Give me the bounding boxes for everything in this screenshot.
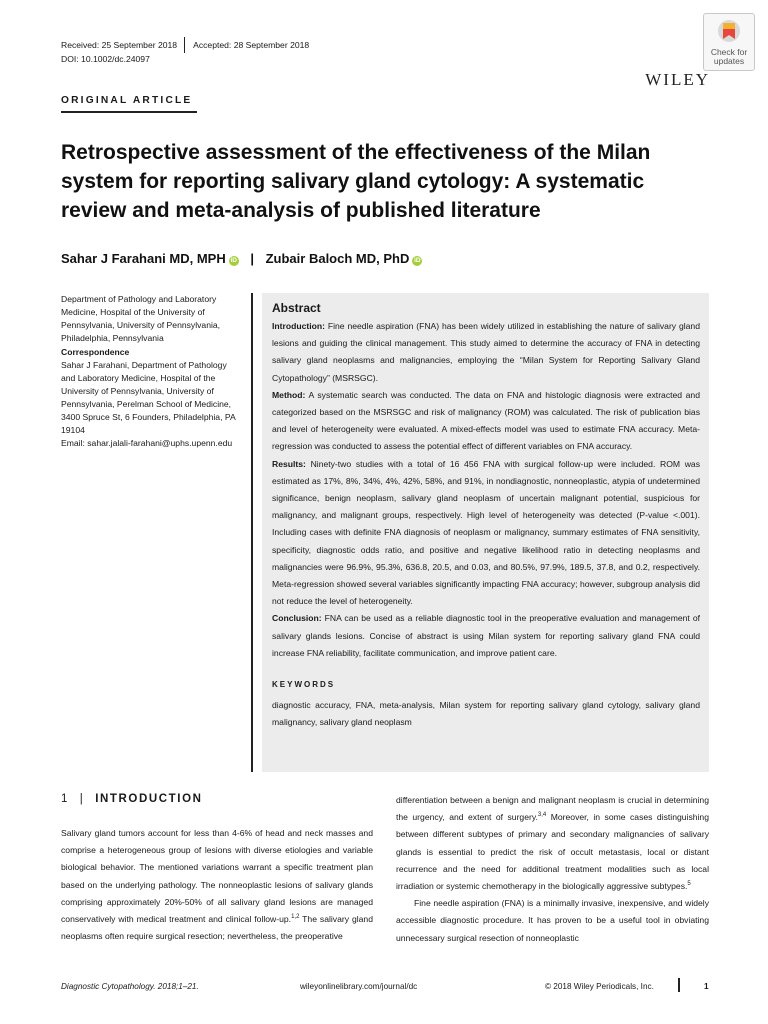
abstract-results-label: Results: bbox=[272, 458, 306, 469]
keywords-list: diagnostic accuracy, FNA, meta-analysis, Milan system for reporting salivary gland cytology, salivary gland malignancy, salivary gland neoplasm bbox=[272, 700, 700, 728]
citation[interactable]: 3,4 bbox=[537, 812, 547, 819]
section-number: 1 bbox=[61, 793, 69, 805]
correspondence-address: Sahar J Farahani, Department of Pathology and Laboratory Medicine, Hospital of the University of Pennsylvania, University of Pennsylvania, Perelman School of Medicine, 3400 Spruce St, 6 Founders, Philadelphia, PA 19104 bbox=[61, 360, 236, 435]
abstract-divider bbox=[251, 293, 253, 772]
doi[interactable]: DOI: 10.1002/dc.24097 bbox=[61, 54, 150, 64]
check-updates-label-2: updates bbox=[713, 56, 745, 66]
abstract-box bbox=[262, 293, 709, 772]
abstract-results-text: Ninety-two studies with a total of 16 456 FNA with surgical follow-up were included. ROM was estimated as 17%, 8%, 34%, 4%, 42%, 58%, and 91%, in nondiagnostic, nonneoplastic, atypia of undetermined significance, benign neoplasm, salivary gland neoplasm of uncertain malignant potential, suspicious for malignancy, and malignant groups, respectively. High level of heterogeneity was detected (P-value <.001). Including cases with definite FNA diagnosis of neoplasm or malignancy, summary estimates of FNA sensitivity, specificity, diagnostic odds ratio, and positive and negative likelihood ratio in detecting neoplasms and malignancies were 96.9%, 95.3%, 636.8, 20.5, and 0.03, and 80.5%, 97.9%, 189.5, 37.8, and 0.2, respectively. Meta-regression showed several variables significantly impacting FNA accuracy; however, subgroup analysis did not reduce the level of heterogeneity. bbox=[272, 458, 701, 607]
abstract-results bbox=[272, 456, 700, 611]
abstract-conclusion-text: FNA can be used as a reliable diagnostic tool in the preoperative evaluation and management of salivary glands lesions. Concise of abstract is using Milan system for reporting salivary gland FNA could increase FNA reliability, facilitate communication, and improve patient care. bbox=[272, 613, 700, 658]
paragraph: Fine needle aspiration (FNA) is a minimally invasive, inexpensive, and widely accessible diagnostic procedure. It has proven to be a useful tool in obviating unnecessary surgical resection of nonneoplastic bbox=[396, 898, 709, 943]
keywords-heading: KEYWORDS bbox=[272, 680, 336, 690]
abstract-introduction bbox=[272, 318, 700, 387]
received-date: Received: 25 September 2018 bbox=[61, 40, 178, 50]
accepted-date: Accepted: 28 September 2018 bbox=[193, 40, 310, 50]
body-column-left bbox=[61, 825, 373, 945]
orcid-icon[interactable]: iD bbox=[414, 257, 421, 264]
correspondence-label: Correspondence bbox=[61, 347, 130, 357]
footer-divider bbox=[678, 978, 680, 992]
page-number: 1 bbox=[704, 982, 709, 991]
author-separator: | bbox=[250, 251, 254, 266]
paragraph-text: The salivary gland neoplasms often require surgical resection; nevertheless, the preoperative bbox=[61, 914, 373, 942]
date-divider bbox=[184, 37, 185, 53]
abstract-conclusion bbox=[272, 610, 700, 662]
paragraph bbox=[396, 792, 709, 895]
citation[interactable]: 1,2 bbox=[291, 914, 300, 921]
abstract-conclusion-label: Conclusion: bbox=[272, 613, 322, 624]
correspondence-email[interactable]: Email: sahar.jalali-farahani@uphs.upenn.edu bbox=[61, 438, 233, 448]
abstract-method bbox=[272, 387, 700, 456]
check-updates-label-1: Check for bbox=[710, 47, 748, 57]
abstract-method-text: A systematic search was conducted. The data on FNA and histologic diagnosis were extracted and categorized based on the MSRSGC and risk of malignancy (ROM) was calculated. The risk of publication bias and level of heterogeneity were evaluated. A mixed-effects model was used to estimate FNA accuracy. Meta-regression was conducted to assess the potential effect of different variables on FNA accuracy. bbox=[272, 389, 700, 452]
abstract-intro-text: Fine needle aspiration (FNA) has been widely utilized in establishing the nature of salivary gland lesions and guiding the clinical management. This study aimed to determine the accuracy of FNA in detecting salivary gland neoplasms and malignancies, employing the “Milan System for Reporting Salivary Gland Cytopathology” (MSRSGC). bbox=[272, 321, 700, 383]
abstract-intro-label: Introduction: bbox=[272, 321, 325, 331]
crossmark-icon bbox=[717, 19, 741, 47]
section-title: INTRODUCTION bbox=[95, 793, 203, 805]
department: Department of Pathology and Laboratory Medicine, Hospital of the University of Pennsylvania, University of Pennsylvania, Philadelphia, Pennsylvania bbox=[61, 294, 221, 343]
author-list bbox=[61, 251, 422, 266]
abstract-heading: Abstract bbox=[272, 301, 321, 315]
affiliation-block bbox=[61, 293, 239, 450]
article-title: Retrospective assessment of the effectiveness of the Milan system for reporting salivary gland cytology: A systematic review and meta-analysis of published literature bbox=[61, 141, 651, 222]
body-column-right bbox=[396, 792, 709, 947]
footer-copyright: © 2018 Wiley Periodicals, Inc. bbox=[545, 982, 654, 991]
check-for-updates-badge[interactable] bbox=[703, 13, 755, 71]
footer-journal: Diagnostic Cytopathology. 2018;1–21. bbox=[61, 982, 199, 991]
paragraph-text: differentiation between a benign and malignant neoplasm is crucial in determining the urgency, and extent of surgery. bbox=[396, 795, 709, 823]
author-name[interactable]: Sahar J Farahani MD, MPH bbox=[61, 251, 226, 266]
footer-url[interactable]: wileyonlinelibrary.com/journal/dc bbox=[300, 982, 418, 991]
orcid-icon[interactable]: iD bbox=[230, 257, 237, 264]
paragraph bbox=[61, 825, 373, 945]
author-name[interactable]: Zubair Baloch MD, PhD bbox=[265, 251, 410, 266]
citation[interactable]: 5 bbox=[687, 881, 691, 888]
section-separator: | bbox=[79, 793, 85, 805]
article-type-underline bbox=[61, 111, 197, 113]
publisher-logo: WILEY bbox=[645, 70, 710, 89]
article-dates bbox=[61, 37, 309, 53]
paragraph-text: Salivary gland tumors account for less than 4-6% of head and neck masses and comprise a heterogeneous group of lesions with diverse etiologies and variable biological behavior. The mentioned variations warrant a specific treatment plan based on the underlying pathology. The nonneoplastic lesions of salivary glands comprising approximately 20%-50% of all salivary gland lesions are managed conservatively with medical treatment and clinical follow-up. bbox=[61, 828, 373, 925]
paragraph-text: Moreover, in some cases distinguishing between different subtypes of primary and secondary malignancies of salivary glands is essential to predict the risk of occult metastasis, local or distant recurrence and the need for additional treatment modalities such as local irradiation or systemic chemotherapy in the biologically aggressive subtypes. bbox=[396, 812, 709, 892]
section-heading bbox=[61, 793, 203, 805]
article-type: ORIGINAL ARTICLE bbox=[61, 95, 193, 106]
abstract-method-label: Method: bbox=[272, 389, 306, 400]
